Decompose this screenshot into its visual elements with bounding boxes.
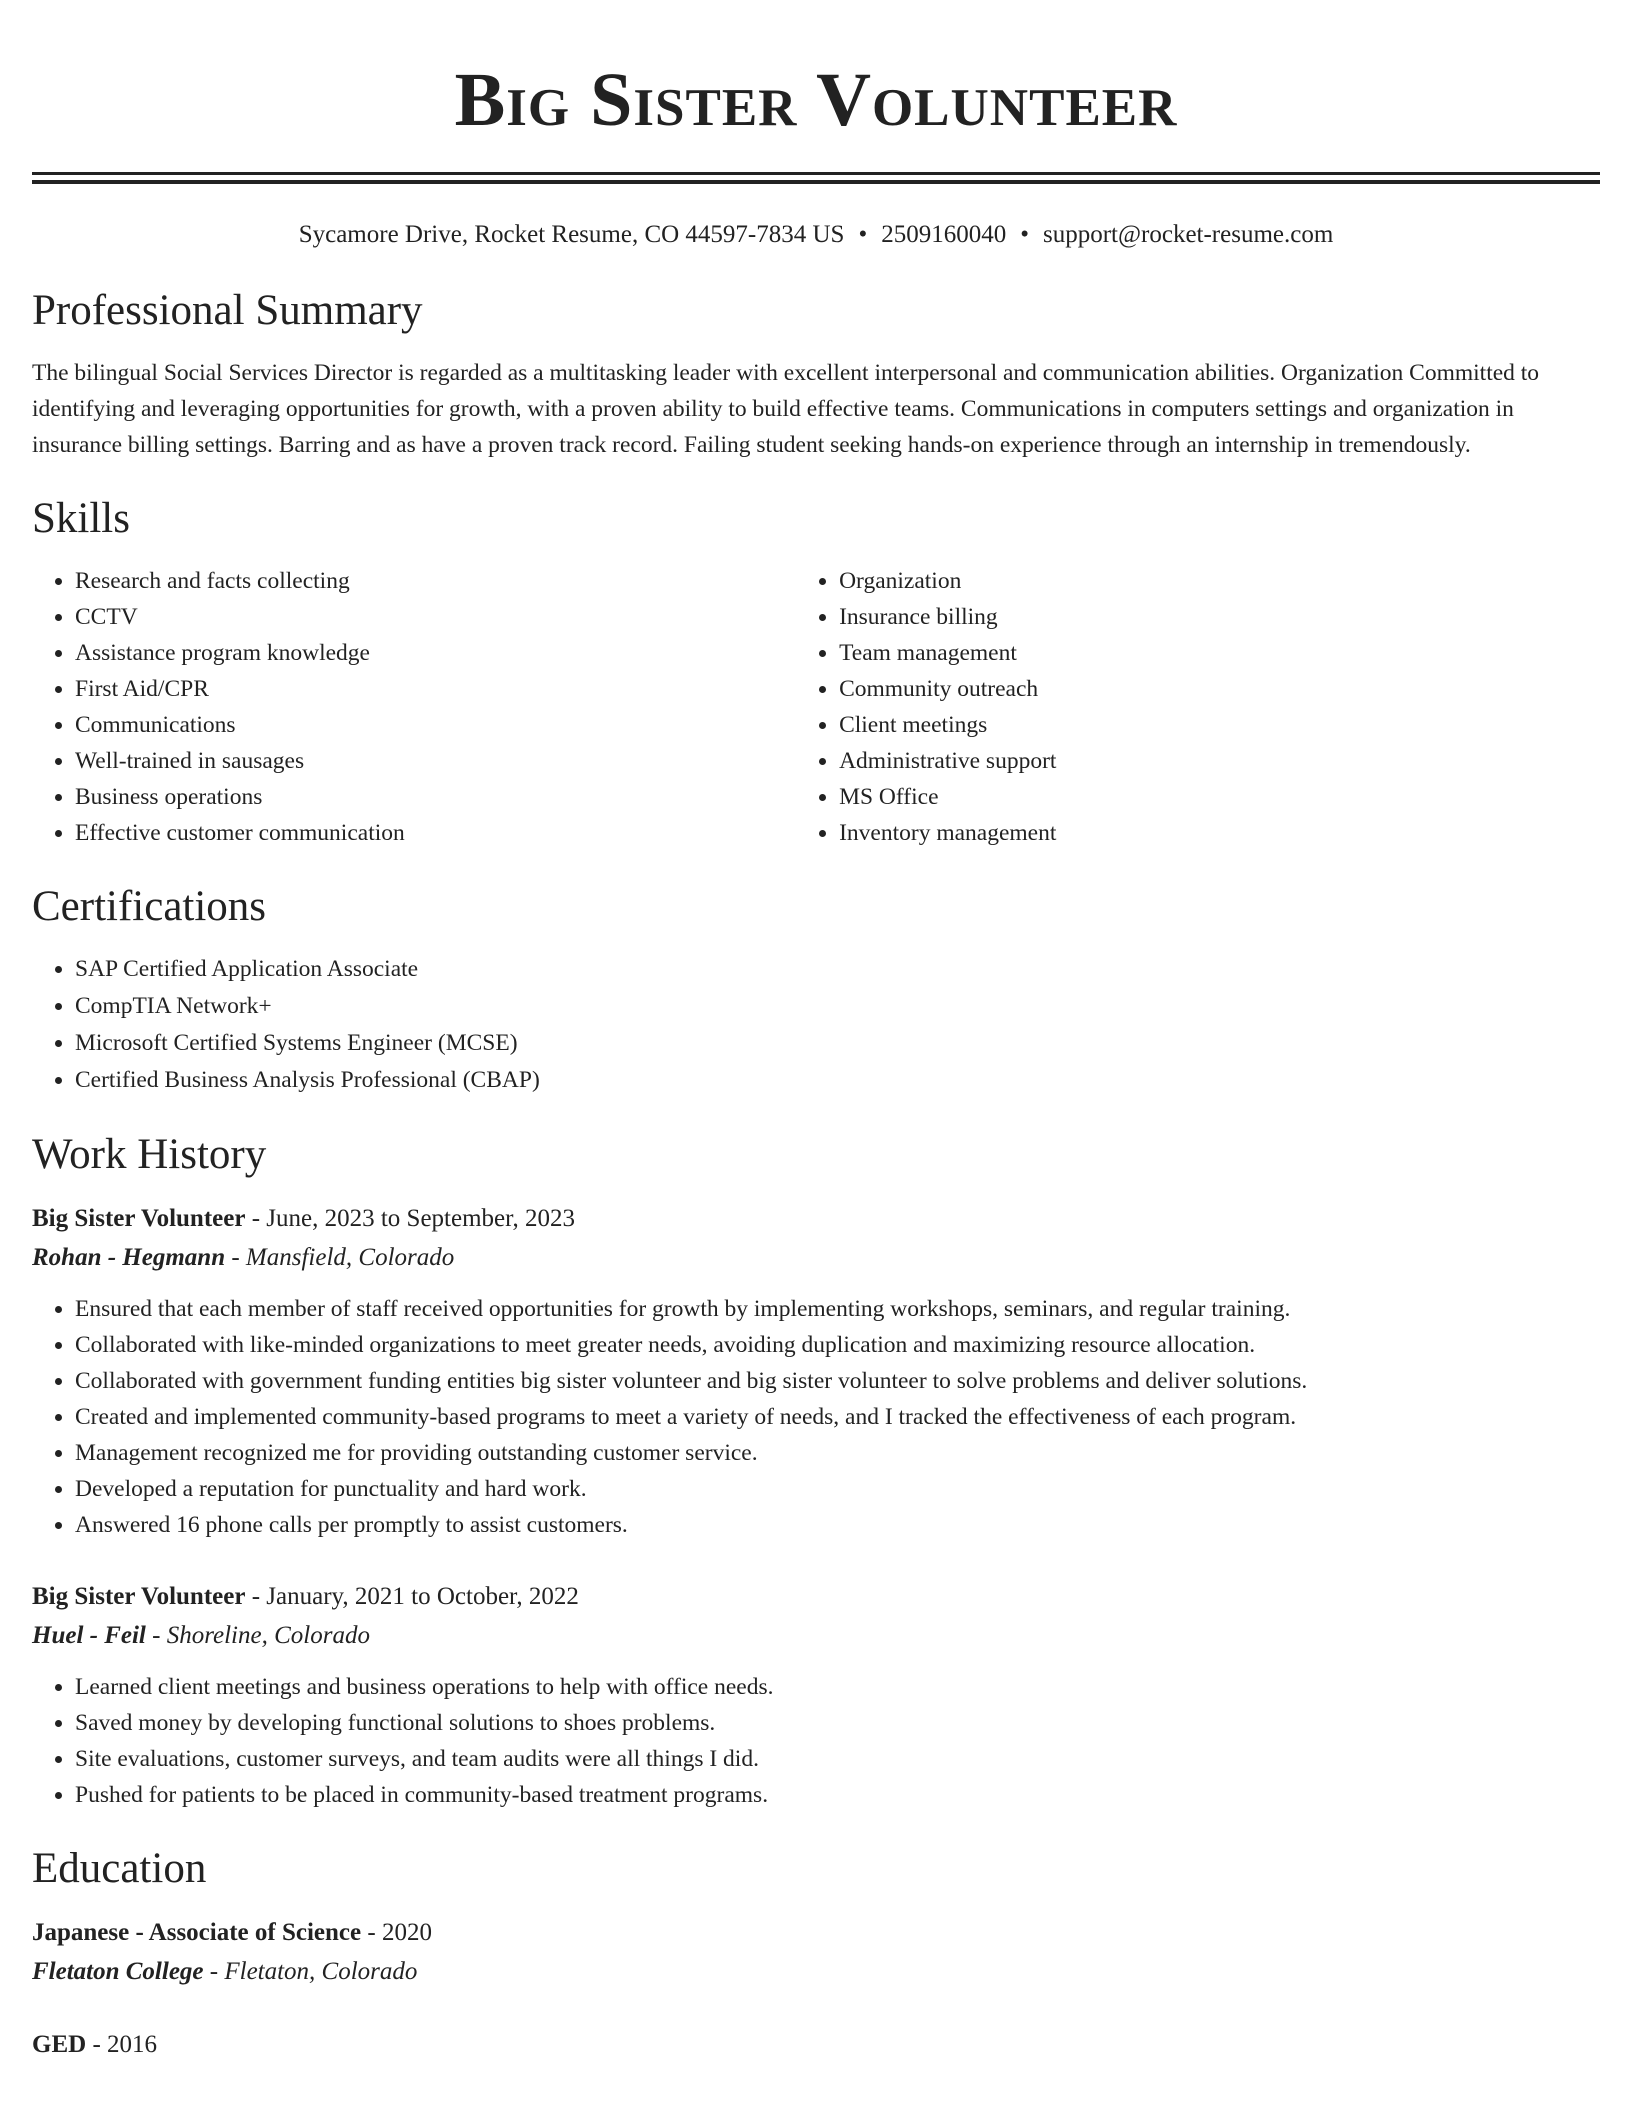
certification-item: • Microsoft Certified Systems Engineer (MCSE): [75, 1025, 1600, 1062]
education-location: - Fletaton, Colorado: [203, 1958, 418, 1985]
contact-phone: 2509160040: [881, 221, 1007, 248]
education-year: - 2016: [86, 2031, 158, 2058]
job-bullet: • Ensured that each member of staff received opportunities for growth by implementing workshops, seminars, and regular training.: [75, 1291, 1600, 1327]
contact-separator: •: [858, 221, 868, 248]
education-degree: Japanese - Associate of Science: [32, 1919, 362, 1946]
job-entry: [32, 1199, 1600, 1543]
job-bullet: • Saved money by developing functional solutions to shoes problems.: [75, 1705, 1600, 1741]
skill-item: • CCTV: [75, 599, 796, 635]
education-degree-line: [32, 1913, 1600, 1953]
skill-item: • Team management: [839, 635, 1600, 671]
skills-grid: [32, 563, 1600, 851]
job-bullet: • Answered 16 phone calls per promptly to assist customers.: [75, 1507, 1600, 1543]
job-title: Big Sister Volunteer: [32, 1205, 246, 1232]
skill-item: • Assistance program knowledge: [75, 635, 796, 671]
job-bullet: • Collaborated with like-minded organizations to meet greater needs, avoiding duplication and maximizing resource allocation.: [75, 1327, 1600, 1363]
job-employer-line: [32, 1617, 1600, 1655]
job-dates: - June, 2023 to September, 2023: [245, 1205, 575, 1232]
skill-item: • Business operations: [75, 779, 796, 815]
job-bullet: • Learned client meetings and business operations to help with office needs.: [75, 1669, 1600, 1705]
contact-line: [32, 217, 1600, 253]
certification-item: • Certified Business Analysis Professional (CBAP): [75, 1062, 1600, 1099]
education-heading: Education: [32, 1845, 207, 1892]
skill-item: • Client meetings: [839, 707, 1600, 743]
header-divider: [32, 172, 1600, 184]
contact-separator: •: [1020, 221, 1029, 248]
skill-item: • Insurance billing: [839, 599, 1600, 635]
education-entry: [32, 2025, 1600, 2065]
job-bullet: • Collaborated with government funding entities big sister volunteer and big sister volunteer to solve problems and deliver solutions.: [75, 1363, 1600, 1399]
job-dates: - January, 2021 to October, 2022: [245, 1583, 579, 1610]
job-bullet: • Site evaluations, customer surveys, and team audits were all things I did.: [75, 1741, 1600, 1777]
skills-list-left: [32, 563, 796, 851]
education-school-line: [32, 1953, 1600, 1991]
job-title-line: [32, 1199, 1600, 1239]
contact-email: support@rocket-resume.com: [1043, 221, 1334, 248]
skill-item: • Administrative support: [839, 743, 1600, 779]
work-history-heading: Work History: [32, 1131, 267, 1178]
job-bullet: • Pushed for patients to be placed in community-based treatment programs.: [75, 1777, 1600, 1813]
certification-item: • SAP Certified Application Associate: [75, 951, 1600, 988]
skill-item: • Effective customer communication: [75, 815, 796, 851]
skills-heading: Skills: [32, 495, 130, 542]
job-title: Big Sister Volunteer: [32, 1583, 246, 1610]
job-title-line: [32, 1577, 1600, 1617]
job-location: - Mansfield, Colorado: [225, 1244, 455, 1271]
contact-address: Sycamore Drive, Rocket Resume, CO 44597-7834 US: [298, 221, 845, 248]
skill-item: • Organization: [839, 563, 1600, 599]
summary-heading: Professional Summary: [32, 287, 423, 334]
education-degree-line: [32, 2025, 1600, 2065]
skill-item: • Inventory management: [839, 815, 1600, 851]
job-employer-line: [32, 1239, 1600, 1277]
skill-item: • MS Office: [839, 779, 1600, 815]
job-employer: Rohan - Hegmann: [32, 1244, 226, 1271]
certifications-list: [32, 951, 1600, 1099]
job-bullet: • Developed a reputation for punctuality and hard work.: [75, 1471, 1600, 1507]
job-employer: Huel - Feil: [32, 1622, 146, 1649]
skill-item: • Community outreach: [839, 671, 1600, 707]
job-entry: [32, 1577, 1600, 1813]
resume-page: [32, 0, 1600, 2065]
education-entry: [32, 1913, 1600, 1991]
summary-text: The bilingual Social Services Director is regarded as a multitasking leader with excellent interpersonal and communication abilities. Organization Committed to identifying and leveraging opportunities for growth, with a proven ability to build effective teams. Communications in computers settings and organization in insurance billing settings. Barring and as have a proven track record. Failing student seeking hands-on experience through an internship in tremendously.: [32, 360, 1540, 458]
skill-item: • Communications: [75, 707, 796, 743]
certifications-heading: Certifications: [32, 883, 267, 930]
resume-name: Big Sister Volunteer: [454, 58, 1178, 142]
job-bullet: • Created and implemented community-based programs to meet a variety of needs, and I tracked the effectiveness of each program.: [75, 1399, 1600, 1435]
education-year: - 2020: [361, 1919, 432, 1946]
education-degree: GED: [32, 2031, 87, 2058]
skill-item: • Well-trained in sausages: [75, 743, 796, 779]
skills-list-right: [796, 563, 1600, 851]
education-school: Fletaton College: [32, 1958, 204, 1985]
job-bullets: [32, 1669, 1600, 1813]
skill-item: • Research and facts collecting: [75, 563, 796, 599]
job-bullet: • Management recognized me for providing outstanding customer service.: [75, 1435, 1600, 1471]
job-location: - Shoreline, Colorado: [145, 1622, 370, 1649]
job-bullets: [32, 1291, 1600, 1543]
certification-item: • CompTIA Network+: [75, 988, 1600, 1025]
skill-item: • First Aid/CPR: [75, 671, 796, 707]
